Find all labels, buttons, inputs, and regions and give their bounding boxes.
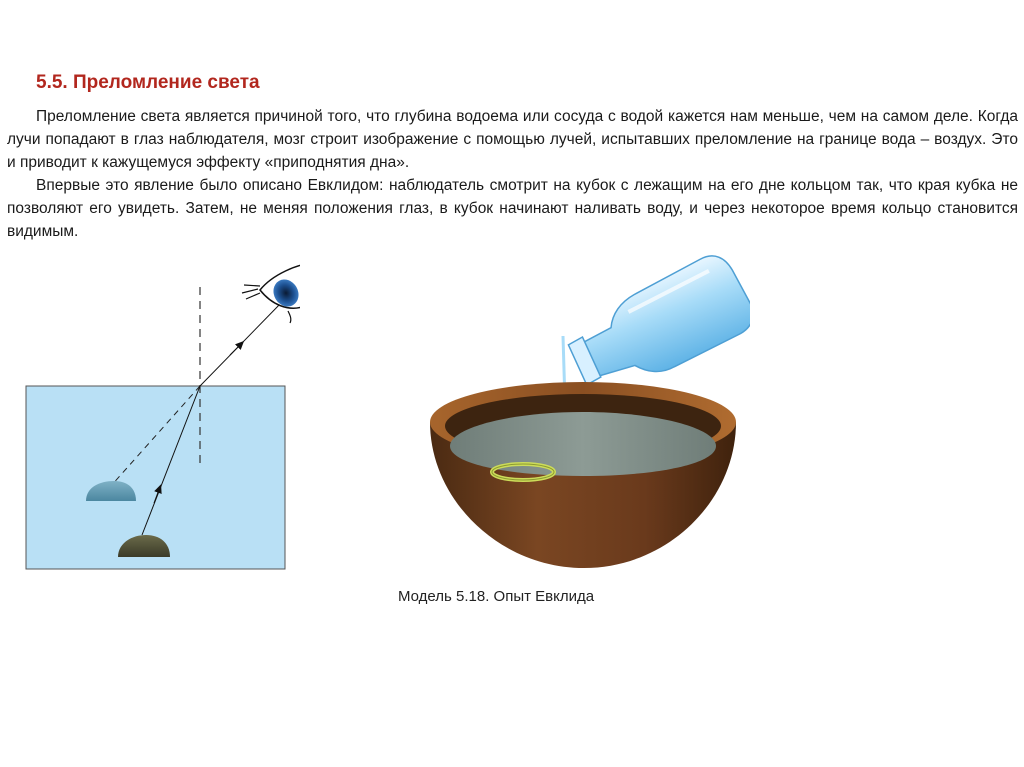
figure-caption: Модель 5.18. Опыт Евклида	[398, 588, 595, 605]
euclid-experiment	[420, 250, 750, 590]
slide-body	[7, 105, 1018, 243]
paragraph-refraction: Преломление света является причиной того, что глубина водоема или сосуда с водой кажется нам меньше, чем на самом деле. Когда лучи попадают в глаз наблюдателя, мозг строит изображение с помощью лучей, испытавших преломление на границе вода – воздух. Это и приводит к кажущемуся эффекту «приподнятия дна».	[7, 108, 1018, 171]
air-ray-arrow	[230, 343, 242, 355]
refraction-diagram	[20, 255, 300, 575]
bottle-icon	[557, 250, 750, 401]
eye-icon	[242, 263, 300, 323]
slide-title: 5.5. Преломление света	[36, 72, 260, 93]
cup-icon	[430, 382, 736, 568]
paragraph-euclid: Впервые это явление было описано Евклидом: наблюдатель смотрит на кубок с лежащим на его дне кольцом так, что края кубка не позволяют его увидеть. Затем, не меняя положения глаз, в кубок начинают наливать воду, и через некоторое время кольцо становится видимым.	[7, 177, 1018, 240]
